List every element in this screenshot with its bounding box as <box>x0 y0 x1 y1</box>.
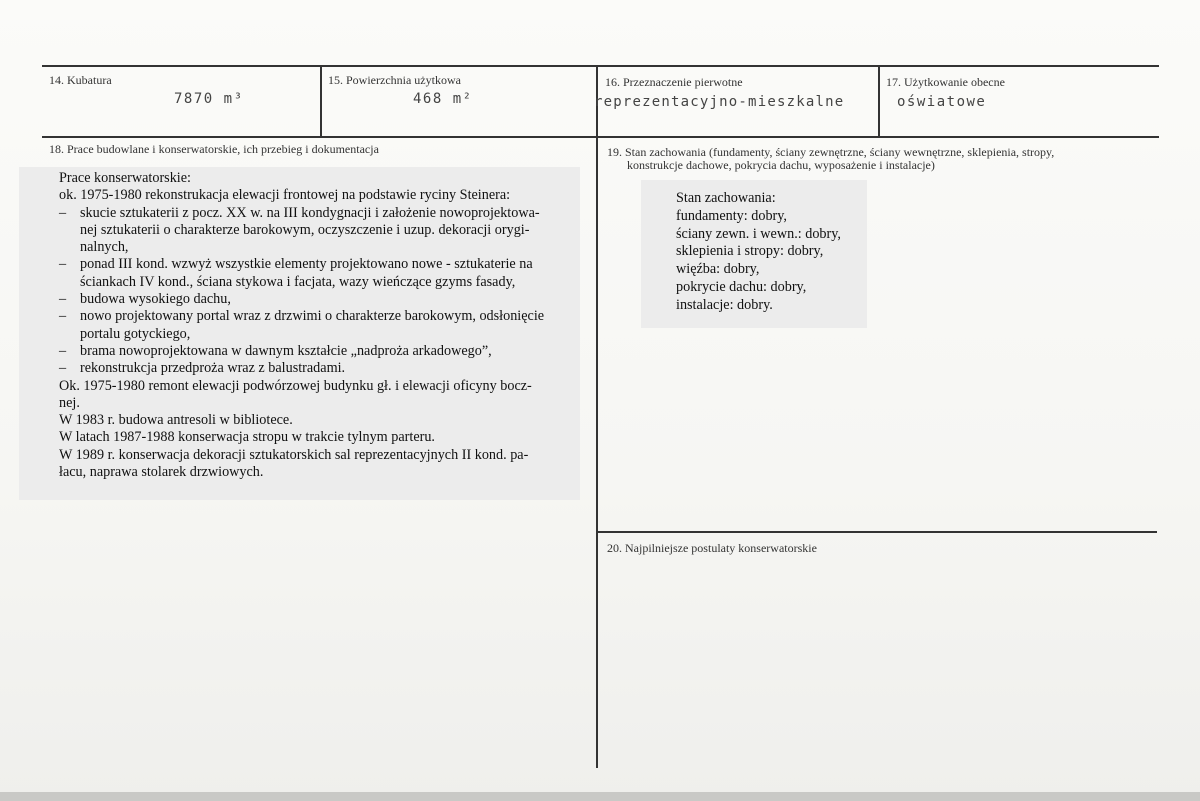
prace-bullet <box>59 308 544 325</box>
dash-mark: – <box>59 291 67 308</box>
stan-line: fundamenty: dobry, <box>676 207 787 224</box>
dash-mark: – <box>59 360 67 377</box>
prace-line: nalnych, <box>80 239 129 256</box>
stan-pasted-note <box>641 180 867 328</box>
dash-mark: – <box>59 308 67 325</box>
stan-line: instalacje: dobry. <box>676 296 773 313</box>
dash-mark: – <box>59 256 67 273</box>
stan-label-line-2: konstrukcje dachowe, pokrycia dachu, wyposażenie i instalacje) <box>627 158 935 172</box>
prace-line: ściankach IV kond., ściana stykowa i facjata, wazy wieńczące gzyms fasady, <box>80 273 516 290</box>
prace-line: W 1989 r. konserwacja dekoracji sztukatorskich sal reprezentacyjnych II kond. pa- <box>59 446 529 463</box>
prace-line: Prace konserwatorskie: <box>59 170 191 186</box>
postulaty-label: 20. Najpilniejsze postulaty konserwatorskie <box>607 541 817 555</box>
prace-bullet-text: skucie sztukaterii z pocz. XX w. na III kondygnacji i założenie nowoprojektowa- <box>80 204 540 221</box>
prace-line: Ok. 1975-1980 remont elewacji podwórzowej budynku gł. i elewacji oficyny bocz- <box>59 377 532 394</box>
prace-line: ok. 1975-1980 rekonstrukacja elewacji frontowej na podstawie ryciny Steinera: <box>59 187 511 204</box>
powierzchnia-label: 15. Powierzchnia użytkowa <box>328 73 461 87</box>
prace-bullet-text: ponad III kond. wzwyż wszystkie elementy projektowano nowe - sztukaterie na <box>80 256 533 273</box>
prace-bullet <box>59 291 544 308</box>
col-rule-1 <box>320 65 322 137</box>
stan-line: ściany zewn. i wewn.: dobry, <box>676 225 841 242</box>
prace-line: W 1983 r. budowa antresoli w bibliotece. <box>59 412 293 429</box>
prace-bullet-text: brama nowoprojektowana w dawnym kształcie „nadproża arkadowego”, <box>80 342 492 359</box>
stan-label-line-1: 19. Stan zachowania (fundamenty, ściany zewnętrzne, ściany wewnętrzne, sklepienia, stropy, <box>607 145 1055 159</box>
uzytkowanie-label: 17. Użytkowanie obecne <box>886 75 1005 89</box>
prace-line: łacu, naprawa stolarek drzwiowych. <box>59 464 264 481</box>
prace-text <box>59 170 544 481</box>
przeznaczenie-value: reprezentacyjno-mieszkalne <box>594 94 845 110</box>
prace-bullet <box>59 360 544 377</box>
prace-bullet-text: rekonstrukcja przedproża wraz z balustradami. <box>80 360 346 377</box>
przeznaczenie-label: 16. Przeznaczenie pierwotne <box>605 75 743 89</box>
kubatura-label: 14. Kubatura <box>49 73 112 87</box>
dash-mark: – <box>59 342 67 359</box>
kubatura-value: 7870 m³ <box>174 91 244 107</box>
col-rule-3 <box>878 65 880 137</box>
stan-line: sklepienia i stropy: dobry, <box>676 243 824 260</box>
prace-line: nej sztukaterii o charakterze barokowym, oczyszczenie i uzup. dekoracji orygi- <box>80 221 530 238</box>
prace-bullet <box>59 256 544 273</box>
scan-bottom-edge <box>0 792 1200 801</box>
stan-line: więźba: dobry, <box>676 261 760 278</box>
powierzchnia-value: 468 m² <box>413 91 473 107</box>
top-rule <box>42 65 1159 67</box>
stan-text <box>676 190 841 315</box>
row-rule <box>42 136 1159 138</box>
section-19-bottom-rule <box>597 531 1157 533</box>
dash-mark: – <box>59 204 67 221</box>
prace-bullet <box>59 343 544 360</box>
uzytkowanie-value: oświatowe <box>897 94 987 110</box>
stan-line: Stan zachowania: <box>676 190 776 206</box>
prace-line: W latach 1987-1988 konserwacja stropu w trakcie tylnym parteru. <box>59 429 435 446</box>
stan-line: pokrycie dachu: dobry, <box>676 278 807 295</box>
prace-bullet-text: budowa wysokiego dachu, <box>80 291 231 308</box>
prace-pasted-note <box>19 167 580 500</box>
prace-line: portalu gotyckiego, <box>80 325 191 342</box>
prace-bullet-text: nowo projektowany portal wraz z drzwimi o charakterze barokowym, odsłonięcie <box>80 308 545 325</box>
prace-bullet <box>59 205 544 222</box>
col-rule-2 <box>596 65 598 768</box>
prace-line: nej. <box>59 394 80 411</box>
prace-label: 18. Prace budowlane i konserwatorskie, ich przebieg i dokumentacja <box>49 142 379 156</box>
